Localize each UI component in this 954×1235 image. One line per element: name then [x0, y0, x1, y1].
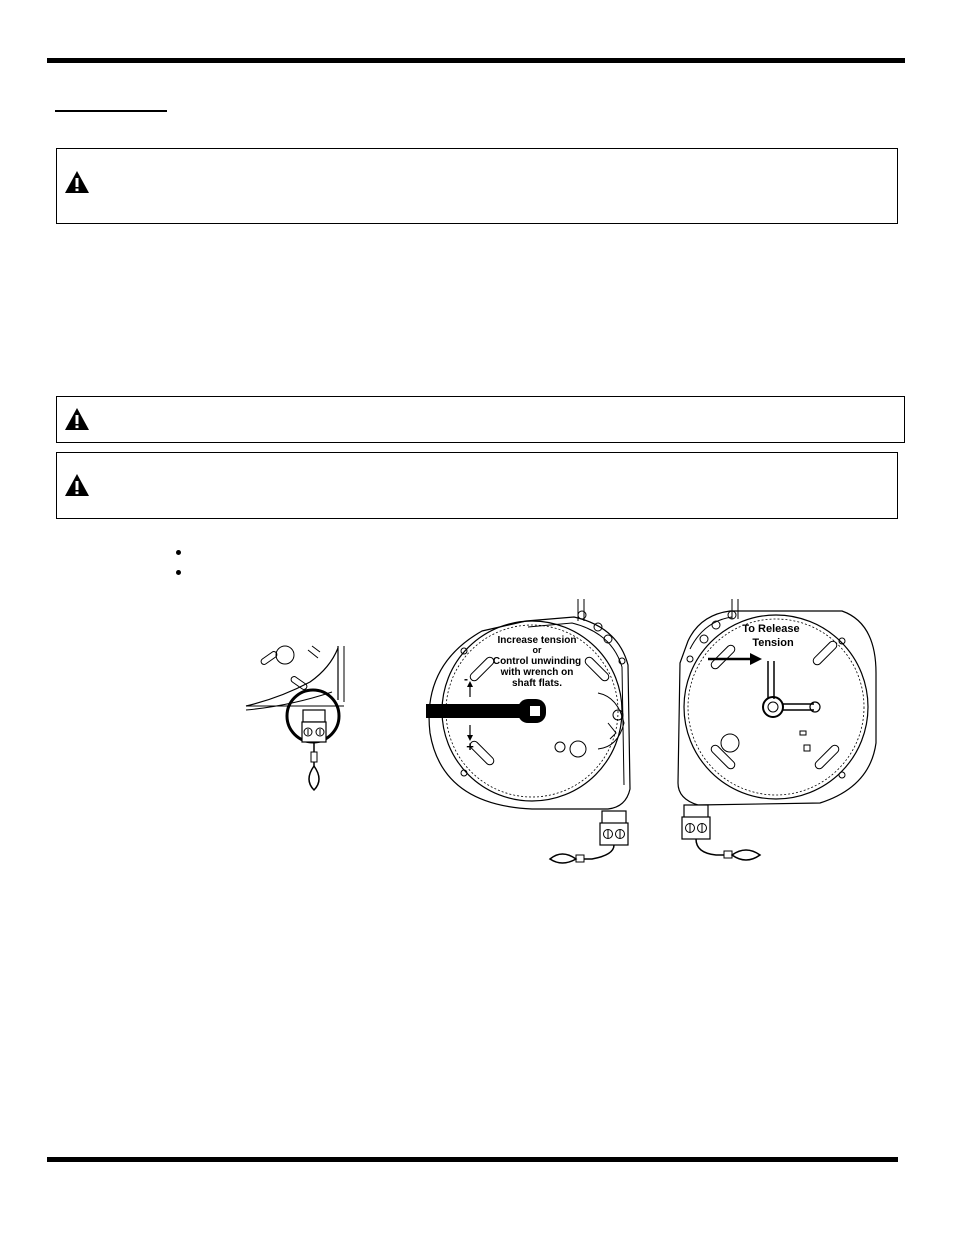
- bullet-icon: [176, 570, 181, 575]
- wrench-instruction-line3: Control unwinding: [492, 656, 582, 667]
- release-instruction-line2: Tension: [752, 637, 794, 649]
- wrench-instruction-line5: shaft flats.: [511, 678, 563, 689]
- bottom-rule: [47, 1157, 898, 1162]
- balancer-wrench-illustration: [422, 593, 640, 873]
- warning-box-3: [56, 452, 898, 519]
- warning-box-2: [56, 396, 905, 443]
- warning-triangle-icon: [64, 170, 90, 194]
- figure-wrench-tension: [422, 593, 640, 873]
- warning-triangle-icon: [64, 407, 90, 431]
- section-heading: [55, 92, 167, 112]
- figure-cable-clamp-detail: [240, 640, 360, 800]
- figure-release-tension: [670, 593, 880, 873]
- balancer-release-illustration: [670, 593, 880, 873]
- cable-clamp-illustration: [240, 640, 360, 800]
- decrease-sign: -: [464, 672, 468, 686]
- wrench-instruction-line1: Increase tension: [497, 635, 577, 646]
- release-instruction-line1: To Release: [742, 623, 800, 635]
- warning-box-1: [56, 148, 898, 224]
- wrench-instruction-line4: with wrench on: [500, 667, 574, 678]
- increase-sign: +: [466, 739, 474, 754]
- top-rule: [47, 58, 905, 63]
- wrench-instruction-line2: or: [532, 645, 542, 655]
- bullet-icon: [176, 550, 181, 555]
- warning-triangle-icon: [64, 473, 90, 497]
